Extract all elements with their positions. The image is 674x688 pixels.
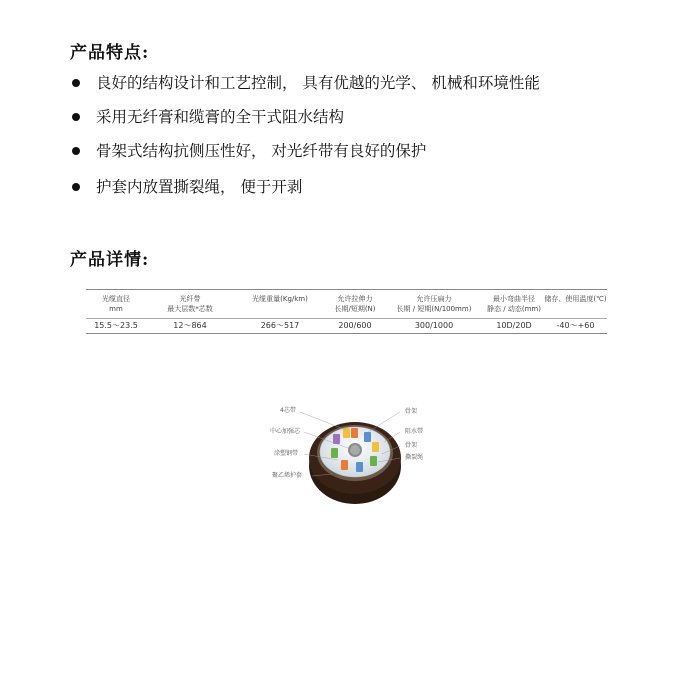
label-pe-sheath: 聚乙烯护套 [272,472,303,479]
bullet-icon [72,113,80,121]
label-ripcord: 撕裂绳 [405,454,424,461]
label-skeleton-2: 骨架 [405,442,418,449]
cell: 10D/20D [496,321,532,330]
label-skeleton: 骨架 [405,408,418,415]
label-water-blocking-tape: 阻水带 [405,428,424,435]
cell: 266～517 [260,321,300,330]
bullet-icon [72,147,80,155]
label-center-strength-member: 中心加强芯 [270,428,301,435]
cell: -40～+60 [556,321,595,330]
cell: 200/600 [338,321,372,330]
spec-header-row [86,290,607,318]
col-header: 光缆重量(Kg/km) [252,295,308,303]
feature-item: 良好的结构设计和工艺控制， 具有优越的光学、 机械和环境性能 [70,72,650,106]
spec-data-row [86,319,607,333]
spec-table [86,289,607,334]
cable-cross-section-diagram [260,400,440,512]
bullet-icon [72,79,80,87]
feature-item: 采用无纤膏和缆膏的全干式阻水结构 [70,106,650,140]
col-header: 光纤带 最大层数*芯数 [167,295,213,313]
features-heading: 产品特点: [70,43,150,63]
cell: 300/1000 [414,321,454,330]
col-header: 最小弯曲半径 静态 / 动态(mm) [487,295,541,313]
cell: 12～864 [173,321,207,330]
col-header: 储存、使用温度(℃) [544,295,607,303]
feature-item: 护套内放置撕裂绳， 便于开剥 [70,176,650,210]
cell: 15.5～23.5 [94,321,138,330]
label-coated-steel-tape: 涂塑钢带 [274,450,299,457]
feature-item: 骨架式结构抗侧压性好， 对光纤带有良好的保护 [70,140,650,176]
col-header: 允许压扁力 长期 / 短期(N/100mm) [396,295,472,313]
col-header: 光缆直径 mm [102,295,130,313]
features-list [70,72,650,210]
col-header: 允许拉伸力 长期/短期(N) [334,295,376,313]
label-4-fiber-ribbon: 4芯带 [280,407,296,414]
bullet-icon [72,183,80,191]
details-heading: 产品详情: [70,250,150,270]
